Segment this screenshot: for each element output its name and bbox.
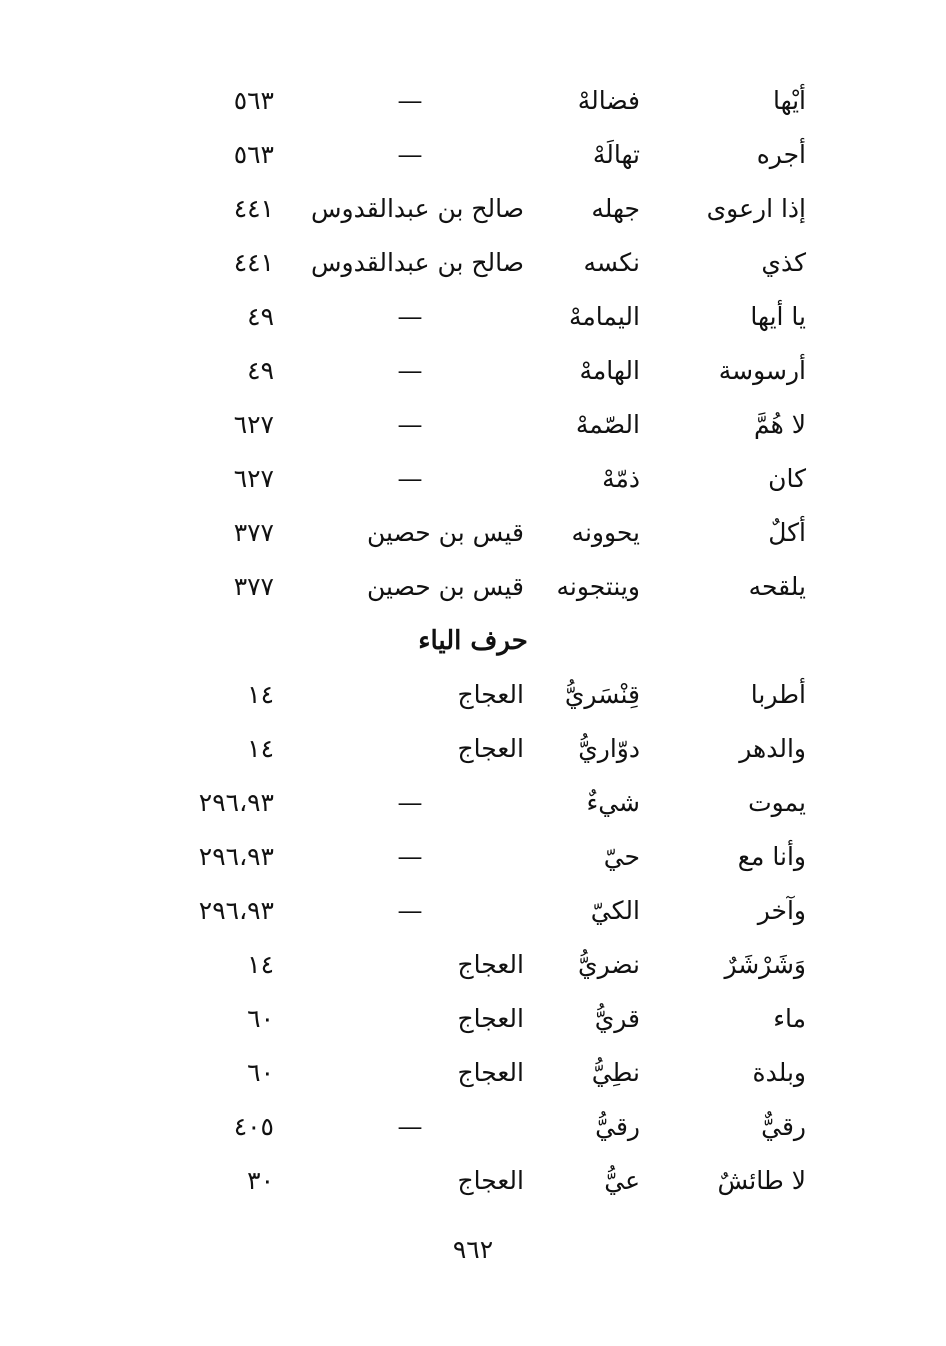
rhyme-word: عيُّ bbox=[604, 1166, 640, 1195]
poet-name: — bbox=[397, 302, 423, 331]
page-reference: ١٤ bbox=[247, 950, 274, 979]
page-reference: ٦٢٧ bbox=[233, 464, 274, 493]
rhyme-word: تهالَهْ bbox=[592, 140, 640, 169]
verse-opening: وبلدة bbox=[752, 1058, 806, 1087]
poet-name: — bbox=[397, 788, 423, 817]
page-reference: ٤٤١ bbox=[233, 194, 274, 223]
poet-name: — bbox=[397, 464, 423, 493]
rhyme-word: الكيّ bbox=[590, 896, 640, 925]
page-reference: ٦٠ bbox=[247, 1004, 274, 1033]
rhyme-word: حيّ bbox=[603, 842, 640, 871]
page-reference: ٢٩٦،٩٣ bbox=[198, 788, 274, 817]
rhyme-word: ذمّهْ bbox=[602, 464, 640, 493]
table-row bbox=[0, 722, 946, 776]
verse-opening: أجره bbox=[756, 140, 806, 169]
table-row bbox=[0, 830, 946, 884]
verse-opening: لا طائشٌ bbox=[717, 1166, 806, 1195]
poet-name: — bbox=[397, 356, 423, 385]
page-reference: ٣٧٧ bbox=[233, 572, 274, 601]
rhyme-word: الهامهْ bbox=[579, 356, 640, 385]
table-row bbox=[0, 74, 946, 128]
poet-name: — bbox=[397, 140, 423, 169]
poet-name: العجاج bbox=[457, 950, 524, 979]
rhyme-word: نكسه bbox=[583, 248, 640, 277]
poet-name: صالح بن عبدالقدوس bbox=[311, 194, 524, 223]
rhyme-word: يحوونه bbox=[571, 518, 640, 547]
table-row bbox=[0, 1100, 946, 1154]
verse-opening: أيْها bbox=[772, 86, 806, 115]
page-reference: ٢٩٦،٩٣ bbox=[198, 842, 274, 871]
page-reference: ٤٤١ bbox=[233, 248, 274, 277]
table-row bbox=[0, 236, 946, 290]
rhyme-word: دوّاريُّ bbox=[578, 734, 640, 763]
verse-opening: رقيٌّ bbox=[761, 1112, 806, 1141]
table-row bbox=[0, 182, 946, 236]
rhyme-word: جهله bbox=[591, 194, 640, 223]
section-rows-ha bbox=[0, 74, 946, 614]
poet-name: صالح بن عبدالقدوس bbox=[311, 248, 524, 277]
table-row bbox=[0, 938, 946, 992]
poet-name: — bbox=[397, 410, 423, 439]
page-reference: ٦٢٧ bbox=[233, 410, 274, 439]
verse-opening: كان bbox=[768, 464, 806, 493]
verse-opening: لا هُمَّ bbox=[753, 410, 806, 439]
verse-opening: أكلٌ bbox=[768, 518, 806, 547]
verse-opening: إذا ارعوى bbox=[706, 194, 806, 223]
table-row bbox=[0, 668, 946, 722]
poet-name: العجاج bbox=[457, 734, 524, 763]
section-rows-ya bbox=[0, 668, 946, 1208]
poet-name: — bbox=[397, 896, 423, 925]
poet-name: العجاج bbox=[457, 1166, 524, 1195]
rhyme-word: فضالهْ bbox=[577, 86, 640, 115]
verse-opening: وأنا مع bbox=[737, 842, 806, 871]
rhyme-word: قِنْسَريُّ bbox=[564, 680, 640, 709]
table-row bbox=[0, 398, 946, 452]
verse-opening: أرسوسة bbox=[718, 356, 806, 385]
page-reference: ١٤ bbox=[247, 680, 274, 709]
rhyme-word: رقيُّ bbox=[595, 1112, 640, 1141]
page-reference: ٦٠ bbox=[247, 1058, 274, 1087]
verse-opening: وَشَرْشَرٌ bbox=[724, 950, 806, 979]
page-reference: ٤٠٥ bbox=[233, 1112, 274, 1141]
poet-name: العجاج bbox=[457, 680, 524, 709]
table-row bbox=[0, 992, 946, 1046]
verse-opening: وآخر bbox=[757, 896, 806, 925]
table-row bbox=[0, 506, 946, 560]
table-row bbox=[0, 560, 946, 614]
verse-opening: ماء bbox=[773, 1004, 806, 1033]
section-heading: حرف الياء bbox=[418, 626, 528, 656]
page-reference: ٥٦٣ bbox=[233, 140, 274, 169]
poet-name: — bbox=[397, 86, 423, 115]
page-number: ٩٦٢ bbox=[452, 1235, 494, 1264]
verse-opening: يا أيها bbox=[750, 302, 806, 331]
rhyme-word: قريُّ bbox=[594, 1004, 640, 1033]
page-reference: ٤٩ bbox=[247, 302, 274, 331]
table-row bbox=[0, 128, 946, 182]
rhyme-word: شيءٌ bbox=[586, 788, 640, 817]
table-row bbox=[0, 1046, 946, 1100]
rhyme-word: نطِيُّ bbox=[591, 1058, 640, 1087]
page-reference: ١٤ bbox=[247, 734, 274, 763]
page-reference: ٥٦٣ bbox=[233, 86, 274, 115]
poet-name: العجاج bbox=[457, 1058, 524, 1087]
rhyme-word: وينتجونه bbox=[556, 572, 640, 601]
verse-opening: والدهر bbox=[739, 734, 806, 763]
verse-opening: كذي bbox=[761, 248, 806, 277]
table-row bbox=[0, 290, 946, 344]
table-row bbox=[0, 1154, 946, 1208]
poet-name: — bbox=[397, 1112, 423, 1141]
page-reference: ٣٧٧ bbox=[233, 518, 274, 547]
rhyme-word: نضريُّ bbox=[578, 950, 640, 979]
verse-opening: يموت bbox=[748, 788, 806, 817]
table-row bbox=[0, 452, 946, 506]
poet-name: قيس بن حصين bbox=[367, 518, 524, 547]
poet-name: قيس بن حصين bbox=[367, 572, 524, 601]
rhyme-word: الصّمهْ bbox=[575, 410, 640, 439]
rhyme-word: اليمامهْ bbox=[569, 302, 640, 331]
poet-name: — bbox=[397, 842, 423, 871]
table-row bbox=[0, 344, 946, 398]
verse-opening: أطربا bbox=[750, 680, 806, 709]
page-reference: ٣٠ bbox=[247, 1166, 274, 1195]
page-reference: ٤٩ bbox=[247, 356, 274, 385]
verse-opening: يلقحه bbox=[748, 572, 806, 601]
page-reference: ٢٩٦،٩٣ bbox=[198, 896, 274, 925]
poet-name: العجاج bbox=[457, 1004, 524, 1033]
table-row bbox=[0, 776, 946, 830]
table-row bbox=[0, 884, 946, 938]
index-table bbox=[0, 74, 946, 1208]
